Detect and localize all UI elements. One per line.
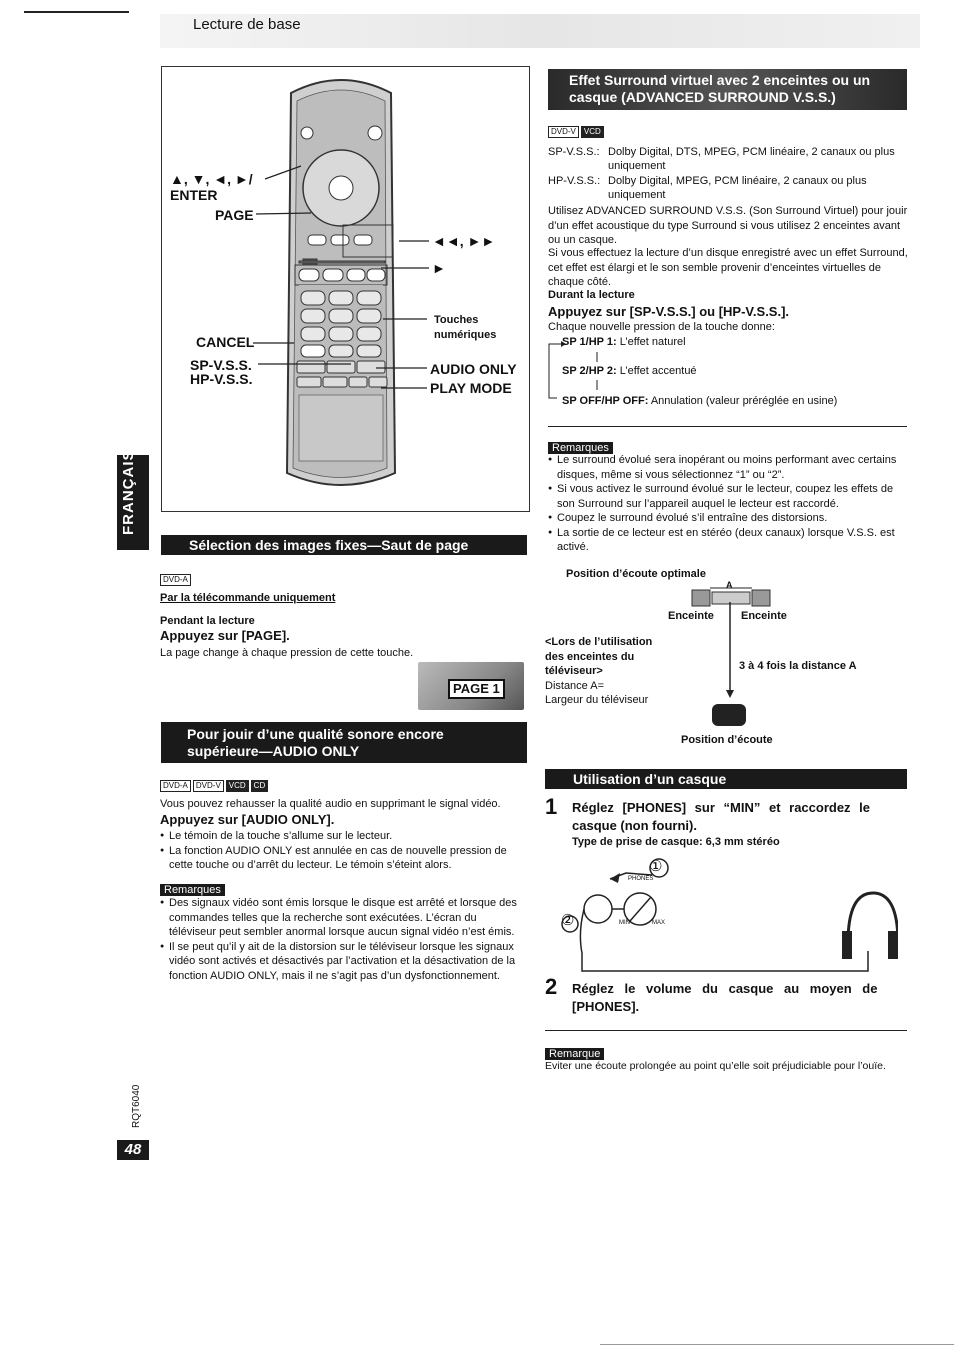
diagram-tv-note-3: téléviseur> xyxy=(545,665,603,677)
page-number: 48 xyxy=(117,1140,149,1160)
header-rule xyxy=(24,11,129,13)
list-item: ● Le surround évolué sera inopérant ou moins performant avec certains disques, même si vous sélectionnez “1” ou “2”. xyxy=(548,453,910,482)
list-item: ● Si vous activez le surround évolué sur le lecteur, coupez les effets de son Surround sur l’appareil auquel le lecteur est raccordé. xyxy=(548,482,910,511)
page-display-badge: PAGE 1 xyxy=(448,679,505,699)
vss-remarks xyxy=(548,453,910,555)
label-skip: ◄◄, ►► xyxy=(432,233,496,249)
section-headphone-title: Utilisation d’un casque xyxy=(573,771,727,787)
disc-tag-cd: CD xyxy=(251,780,269,792)
step-2-number: 2 xyxy=(545,974,558,999)
section-page-desc: La page change à chaque pression de cette touche. xyxy=(160,647,414,659)
label-numeriques: numériques xyxy=(434,329,497,341)
section-audio-bullets xyxy=(160,829,526,873)
max-label: MAX xyxy=(652,920,666,926)
headphone-remark: Eviter une écoute prolongée au point qu’elle soit préjudiciable pour l’ouïe. xyxy=(545,1060,886,1072)
vss-divider xyxy=(548,426,907,427)
remarks-badge: Remarques xyxy=(160,884,225,896)
section-vss-title-1: Effet Surround virtuel avec 2 enceintes ou un xyxy=(569,72,871,88)
vss-cycle-1 xyxy=(562,335,686,350)
diagram-title: Position d’écoute optimale xyxy=(566,568,706,580)
section-vss-title-bar xyxy=(548,69,907,110)
section-audio-intro: Vous pouvez rehausser la qualité audio en supprimant le signal vidéo. xyxy=(160,798,501,810)
list-item: ● Des signaux vidéo sont émis lorsque le disque est arrêté et lorsque des commandes telles que la recherche sont exécutées. L’écran du téléviseur peut sembler anormal lorsque aucun signal vidéo n’est émis. xyxy=(160,896,526,940)
cycle-text: L’effet naturel xyxy=(619,336,686,348)
vss-hp-text-1: Dolby Digital, MPEG, PCM linéaire, 2 canaux ou plus xyxy=(608,175,867,187)
section-page-press: Appuyez sur [PAGE]. xyxy=(160,628,290,643)
plug-type: Type de prise de casque: 6,3 mm stéréo xyxy=(572,836,780,848)
step-1-number: 1 xyxy=(545,794,558,819)
diagram-letter-a: A xyxy=(726,580,733,590)
list-item: ● Coupez le surround évolué s’il entraîne des distorsions. xyxy=(548,511,910,526)
listening-position-diagram xyxy=(690,578,780,728)
vss-sp-text-1: Dolby Digital, DTS, MPEG, PCM linéaire, 2 canaux ou plus xyxy=(608,146,895,158)
callout-1: ① xyxy=(649,858,663,875)
vss-each-press: Chaque nouvelle pression de la touche donne: xyxy=(548,321,775,333)
vss-para-2: Si vous effectuez la lecture d’un disque enregistré avec un effet Surround, cet effet est élargi et le son semble provenir d’enceintes virtuelles de chaque côté. xyxy=(548,247,908,288)
label-cancel: CANCEL xyxy=(196,334,255,350)
section-page-title: Sélection des images fixes—Saut de page xyxy=(189,537,469,553)
diagram-listening: Position d’écoute xyxy=(681,734,773,746)
language-tab-label: FRANÇAIS xyxy=(120,449,137,535)
label-page: PAGE xyxy=(215,207,254,223)
diagram-distance: 3 à 4 fois la distance A xyxy=(739,660,857,672)
cycle-key: SP 2/HP 2: xyxy=(562,365,617,377)
page-display-panel xyxy=(418,662,524,710)
section-audio-title-2: supérieure—AUDIO ONLY xyxy=(187,743,360,759)
vss-cycle-2 xyxy=(562,364,697,379)
diagram-tv-note-5: Largeur du téléviseur xyxy=(545,694,649,706)
label-hp-vss: HP-V.S.S. xyxy=(190,371,253,387)
section-audio-disc-tags xyxy=(160,775,270,793)
footer-rule xyxy=(600,1344,954,1345)
label-sp-vss: SP-V.S.S. xyxy=(190,357,252,373)
headphone-divider xyxy=(545,1030,907,1031)
disc-tag-dvd-v: DVD-V xyxy=(548,126,579,138)
vss-hp-text-2: uniquement xyxy=(608,189,666,201)
step-1-line-1: Réglez [PHONES] sur “MIN” et raccordez le xyxy=(572,800,871,815)
diagram-tv-note-2: des enceintes du xyxy=(545,651,635,663)
section-page-disc-tag xyxy=(160,569,193,587)
diagram-tv-note-1: <Lors de l’utilisation xyxy=(545,636,653,648)
section-page-title-bar xyxy=(161,535,527,555)
vss-sp-text-2: uniquement xyxy=(608,160,666,172)
remark-badge: Remarque xyxy=(545,1048,604,1060)
vss-during: Durant la lecture xyxy=(548,289,635,301)
section-audio-title-1: Pour jouir d’une qualité sonore encore xyxy=(187,726,444,742)
vss-hp-label: HP-V.S.S.: xyxy=(548,175,601,187)
section-headphone-title-bar xyxy=(545,769,907,789)
diagram-tv-note-4: Distance A= xyxy=(545,680,605,692)
label-arrows: ▲, ▼, ◄, ►/ xyxy=(170,171,253,187)
section-vss-disc-tags xyxy=(548,121,606,139)
vss-press: Appuyez sur [SP-V.S.S.] ou [HP-V.S.S.]. xyxy=(548,304,790,319)
list-item: ● Il se peut qu’il y ait de la distorsion sur le téléviseur lorsque les signaux vidéo sont activés et désactivés par l’activation et la désactivation de la fonction AUDIO ONLY, mais il ne s’agit pas d’un dysfonctionnement. xyxy=(160,940,526,984)
cycle-text: Annulation (valeur préréglée en usine) xyxy=(650,395,838,407)
list-item: ● Le témoin de la touche s’allume sur le lecteur. xyxy=(160,829,526,844)
vss-sp-label: SP-V.S.S.: xyxy=(548,146,600,158)
diagram-speaker-right: Enceinte xyxy=(741,610,787,622)
section-audio-title-bar xyxy=(161,722,527,763)
section-audio-press: Appuyez sur [AUDIO ONLY]. xyxy=(160,812,335,827)
language-tab xyxy=(117,449,149,550)
section-page-remote-only: Par la télécommande uniquement xyxy=(160,592,336,604)
section-vss-title-2: casque (ADVANCED SURROUND V.S.S.) xyxy=(569,89,836,105)
step-2-line-1: Réglez le volume du casque au moyen de xyxy=(572,981,878,996)
cycle-key: SP OFF/HP OFF: xyxy=(562,395,649,407)
step-2-line-2: [PHONES]. xyxy=(572,999,640,1014)
vss-cycle-3 xyxy=(562,394,837,409)
section-audio-remarks xyxy=(160,896,526,983)
label-enter: ENTER xyxy=(170,187,218,203)
label-touches: Touches xyxy=(434,314,479,326)
section-page-during: Pendant la lecture xyxy=(160,615,255,627)
disc-tag-vcd: VCD xyxy=(226,780,249,792)
disc-tag-dvd-a: DVD-A xyxy=(160,780,191,792)
headphone-connection-diagram xyxy=(548,853,898,975)
remote-leader-lines xyxy=(161,66,528,510)
label-play-mode: PLAY MODE xyxy=(430,380,512,396)
callout-2: ② xyxy=(561,912,575,929)
cycle-text: L’effet accentué xyxy=(619,365,697,377)
diagram-speaker-left: Enceinte xyxy=(668,610,714,622)
label-play: ► xyxy=(432,260,446,276)
disc-tag-dvd-v: DVD-V xyxy=(193,780,224,792)
vss-para-1: Utilisez ADVANCED SURROUND V.S.S. (Son Surround Virtuel) pour jouir d’un effet acoustique du type Surround si vous utilisez 2 enceintes avant ou un casque. xyxy=(548,205,908,246)
doc-code: RQT6040 xyxy=(131,1084,142,1128)
header-title: Lecture de base xyxy=(193,16,301,33)
step-1-line-2: casque (non fourni). xyxy=(572,818,697,833)
phones-label: PHONES xyxy=(628,876,654,882)
disc-tag-dvd-a: DVD-A xyxy=(160,574,191,586)
min-label: MIN xyxy=(619,920,630,926)
label-audio-only: AUDIO ONLY xyxy=(430,361,517,377)
list-item: ● La sortie de ce lecteur est en stéréo (deux canaux) lorsque V.S.S. est activé. xyxy=(548,526,910,555)
remarks-badge: Remarques xyxy=(548,442,613,454)
cycle-key: SP 1/HP 1: xyxy=(562,336,617,348)
list-item: ● La fonction AUDIO ONLY est annulée en cas de nouvelle pression de cette touche ou d’arrêt du lecteur. Le témoin s’éteint alors. xyxy=(160,844,526,873)
disc-tag-vcd: VCD xyxy=(581,126,604,138)
